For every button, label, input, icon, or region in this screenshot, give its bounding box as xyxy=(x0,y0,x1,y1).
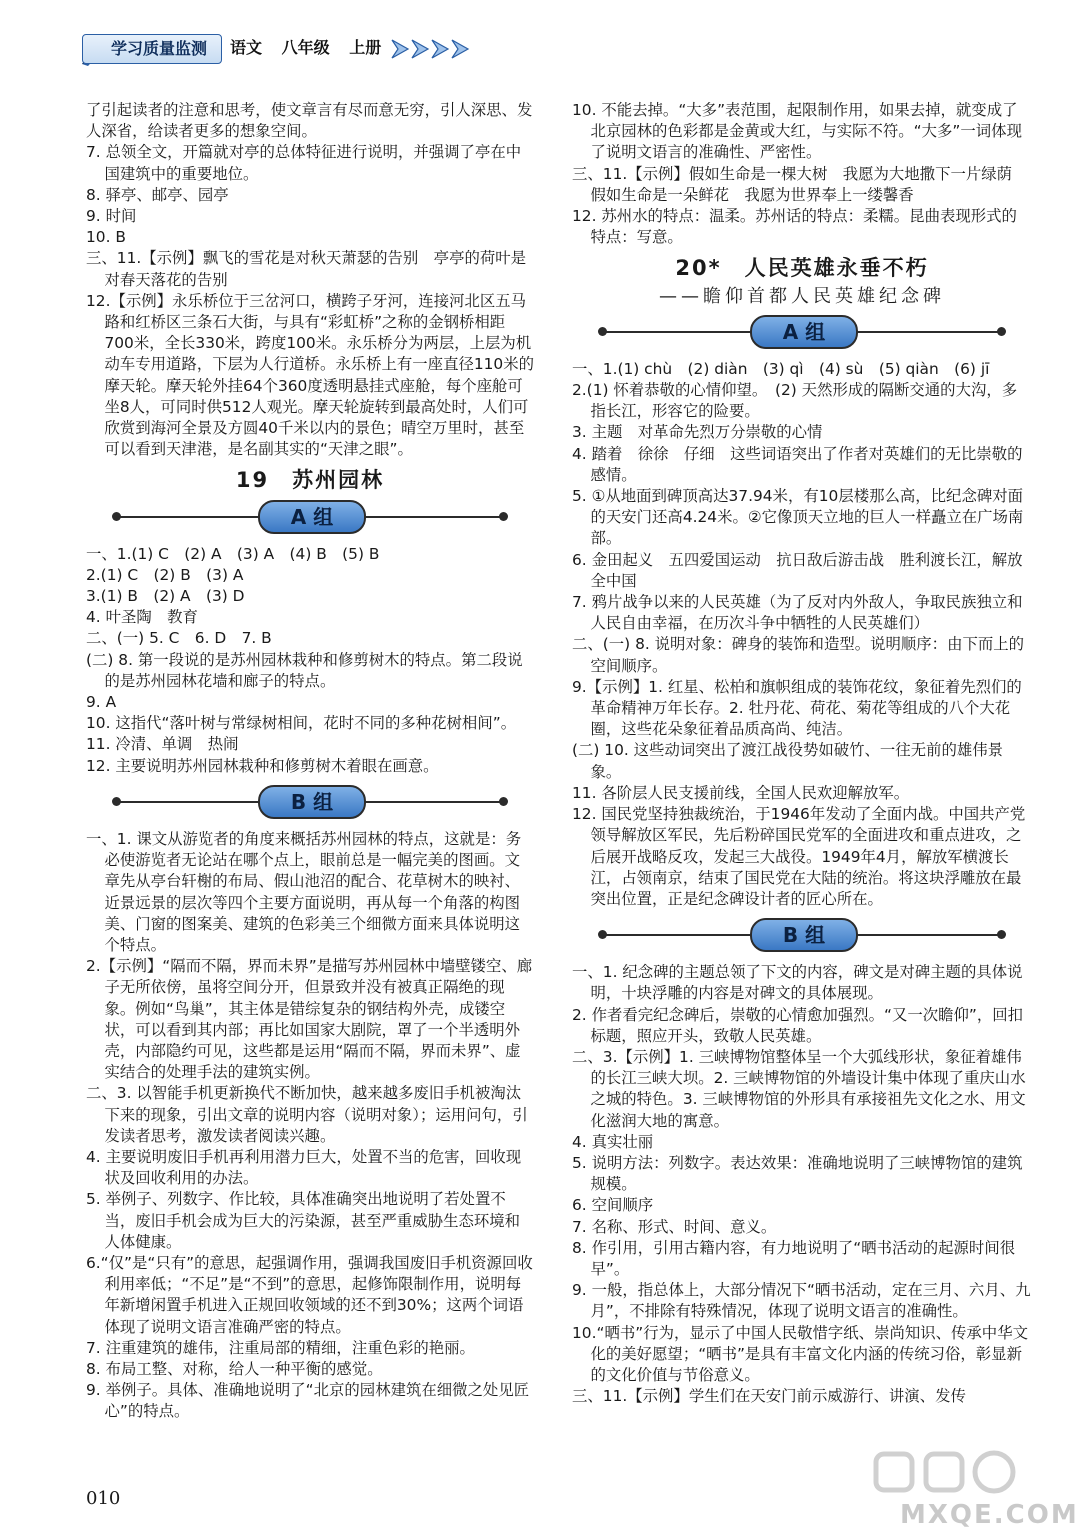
answer-line: 9. 一般，指总体上，大部分情况下“晒书活动，定在三月、六月、九月”，不排除有特殊情况，体现了说明文语言的准确性。 xyxy=(572,1281,1031,1321)
group-b-answers xyxy=(572,962,1032,1407)
answer-line: 10. 这指代“落叶树与常绿树相间，花时不同的多种花树相间”。 xyxy=(86,714,517,733)
answer-line: 4. 叶圣陶 教育 xyxy=(86,608,198,627)
answer-line: 8. 驿亭、邮亭、园亭 xyxy=(86,185,229,204)
watermark-text: MXQE.COM xyxy=(900,1500,1079,1530)
answer-line: 9. A xyxy=(86,693,117,712)
answer-line: 5. ①从地面到碑顶高达37.94米，有10层楼那么高，比纪念碑对面的天安门还高4.24米。②它像顶天立地的巨人一样矗立在广场南部。 xyxy=(572,487,1024,548)
group-b-badge: B 组 xyxy=(258,785,366,819)
answer-line: 12.【示例】永乐桥位于三岔河口，横跨子牙河，连接河北区五马路和红桥区三条石大街，与具有“彩虹桥”之称的金钢桥相距700米，全长330米，跨度100米。永乐桥分为两层，上层为机动车专用道路，下层为人行道桥。永乐桥上有一座直径110米的摩天轮。摩天轮外挂64个360度透明悬挂式座舱，每个座舱可坐8人，可同时供512人观光。摩天轮旋转到最高处时，人们可欣赏到海河全景及方圆40千米以内的景色；晴空万里时，甚至可以看到天津港，是名副其实的“天津之眼”。 xyxy=(86,291,535,459)
series-badge: 学习质量监测 xyxy=(82,34,222,64)
group-b-divider xyxy=(572,916,1032,952)
answer-line: 12. 主要说明苏州园林栽种和修剪树木着眼在画意。 xyxy=(86,756,439,775)
page-header xyxy=(70,26,490,70)
answer-line: 9. 举例子。具体、准确地说明了“北京的园林建筑在细微之处见匠心”的特点。 xyxy=(86,1381,530,1421)
lesson-20-title: 20* 人民英雄永垂不朽 xyxy=(675,256,929,281)
answer-line: 12. 国民党坚持独裁统治，于1946年发动了全面内战。中国共产党领导解放区军民，先后粉碎国民党军的全面进攻和重点进攻，之后展开战略反攻，发起三大战役。1949年4月，解放军横渡长江，占领南京，结束了国民党在大陆的统治。将这块浮雕放在最突出位置，正是纪念碑设计者的匠心所在。 xyxy=(572,805,1026,908)
answer-line: (二) 8. 第一段说的是苏州园林栽种和修剪树木的特点。第二段说的是苏州园林花墙和廊子的特点。 xyxy=(86,650,523,690)
answer-line: 2.(1) 怀着恭敬的心情仰望。 (2) 天然形成的隔断交通的大沟，多指长江，形容它的险要。 xyxy=(572,381,1018,421)
group-a-divider xyxy=(86,498,534,534)
grade-label: 八年级 xyxy=(281,38,330,57)
answer-line: 9. 时间 xyxy=(86,207,137,226)
answer-line: 11. 冷清、单调 热闹 xyxy=(86,735,239,754)
answer-line: 4. 踏着 徐徐 仔细 这些词语突出了作者对英雄们的无比崇敬的感情。 xyxy=(572,444,1023,484)
answer-line: 三、11.【示例】学生们在天安门前示威游行、讲演、发传 xyxy=(572,1387,966,1406)
page-number: 010 xyxy=(86,1488,121,1509)
answer-line: 7. 名称、形式、时间、意义。 xyxy=(572,1217,777,1236)
answer-line: 二、(一) 5. C 6. D 7. B xyxy=(86,629,272,648)
answer-line: 二、(一) 8. 说明对象：碑身的装饰和造型。说明顺序：由下而上的空间顺序。 xyxy=(572,635,1025,675)
answer-line: 6. 金田起义 五四爱国运动 抗日敌后游击战 胜利渡长江，解放全中国 xyxy=(572,550,1023,590)
volume-label: 上册 xyxy=(349,38,382,57)
answer-line: 12. 苏州水的特点：温柔。苏州话的特点：柔糯。昆曲表现形式的特点：写意。 xyxy=(572,207,1017,247)
right-column xyxy=(572,100,1032,1407)
answer-line: 10. B xyxy=(86,228,126,247)
answer-line: 2.【示例】“隔而不隔，界而未界”是描写苏州园林中墙壁镂空、廊子无所依傍，虽将空间分开，但景致并没有被真正隔绝的现象。例如“鸟巢”，其主体是错综复杂的钢结构外壳，成镂空状，可以看到其内部；再比如国家大剧院，罩了一个半透明外壳，内部隐约可见，这些都是运用“隔而不隔，界而未界”、虚实结合的处理手法的建筑实例。 xyxy=(86,957,533,1082)
left-column xyxy=(86,100,534,1423)
group-a-badge: A 组 xyxy=(258,500,366,534)
answer-line: 三、11.【示例】假如生命是一棵大树 我愿为大地撒下一片绿荫 假如生命是一朵鲜花 我愿为世界奉上一缕馨香 xyxy=(572,164,1028,204)
answer-line: 6.“仅”是“只有”的意思，起强调作用，强调我国废旧手机资源回收利用率低；“不足”是“不到”的意思，起修饰限制作用，说明每年新增闲置手机进入正规回收领域的还不到30%；这两个词语体现了说明文语言准确严密的特点。 xyxy=(86,1253,533,1336)
answer-line: 8. 作引用，引用古籍内容，有力地说明了“晒书活动的起源时间很早”。 xyxy=(572,1238,1016,1278)
answer-line: 4. 真实壮丽 xyxy=(572,1132,654,1151)
group-b-answers xyxy=(86,829,534,1423)
answer-line: 三、11.【示例】飘飞的雪花是对秋天萧瑟的告别 亭亭的荷叶是对春天落花的告别 xyxy=(86,249,527,289)
answer-line: 7. 注重建筑的雄伟，注重局部的精细，注重色彩的艳丽。 xyxy=(86,1338,475,1357)
answer-line: 一、1.(1) chù (2) diàn (3) qì (4) sù (5) qiàn (6) jī xyxy=(572,359,990,378)
answer-list-top xyxy=(572,100,1032,248)
answer-line: 5. 说明方法：列数字。表达效果：准确地说明了三峡博物馆的建筑规模。 xyxy=(572,1153,1023,1194)
answer-line: 一、1. 课文从游览者的角度来概括苏州园林的特点，这就是：务必使游览者无论站在哪个点上，眼前总是一幅完美的图画。文章先从亭台轩榭的布局、假山池沼的配合、花草树木的映衬、近景远景的层次等四个主要方面说明，再从每一个角落的构图美、门窗的图案美、建筑的色彩美三个细微方面来具体说明这个特点。 xyxy=(86,829,522,954)
group-b-badge: B 组 xyxy=(750,918,858,952)
answer-line: 一、1.(1) C (2) A (3) A (4) B (5) B xyxy=(86,544,380,563)
answer-line: 8. 布局工整、对称，给人一种平衡的感觉。 xyxy=(86,1359,383,1378)
answer-line: 二、3. 以智能手机更新换代不断加快，越来越多废旧手机被淘汰下来的现象，引出文章的说明内容（说明对象）；运用问句，引发读者思考，激发读者阅读兴趣。 xyxy=(86,1084,528,1145)
answer-line: 2.(1) C (2) B (3) A xyxy=(86,565,244,584)
answer-line: 2. 作者看完纪念碑后，崇敬的心情愈加强烈。“又一次瞻仰”，回扣标题，照应开头，致敬人民英雄。 xyxy=(572,1005,1024,1045)
lesson-20-subtitle: ——瞻仰首都人民英雄纪念碑 xyxy=(659,285,945,307)
answer-line: 二、3.【示例】1. 三峡博物馆整体呈一个大弧线形状，象征着雄伟的长江三峡大坝。2. 三峡博物馆的外墙设计集中体现了重庆山水之城的特色。3. 三峡博物馆的外形具有承接祖先文化之水、用文化滋润大地的寓意。 xyxy=(572,1047,1026,1130)
chevron-arrows-icon xyxy=(388,36,498,62)
lesson-19-title: 19 苏州园林 xyxy=(235,468,385,493)
answer-line: 6. 空间顺序 xyxy=(572,1196,654,1215)
answer-line: 10. 不能去掉。“大多”表范围，起限制作用，如果去掉，就变成了北京园林的色彩都是金黄或大红，与实际不符。“大多”一词体现了说明文语言的准确性、严密性。 xyxy=(572,101,1022,162)
answer-line: 9.【示例】1. 红星、松柏和旗帜组成的装饰花纹，象征着先烈们的革命精神万年长存。2. 牡丹花、荷花、菊花等组成的八个大花圈，这些花朵象征着品质高尚、纯洁。 xyxy=(572,677,1022,739)
answer-line: 7. 鸦片战争以来的人民英雄（为了反对内外敌人，争取民族独立和人民自由幸福，在历次斗争中牺牲的人民英雄们） xyxy=(572,593,1023,633)
answer-line: 一、1. 纪念碑的主题总领了下文的内容，碑文是对碑主题的具体说明，十块浮雕的内容是对碑文的具体展现。 xyxy=(572,963,1023,1003)
answer-list-top xyxy=(86,142,534,460)
answer-line: 7. 总领全文，开篇就对亭的总体特征进行说明，并强调了亭在中国建筑中的重要地位。 xyxy=(86,143,522,183)
answer-line: 了引起读者的注意和思考，使文章言有尽而意无穷，引人深思、发人深省，给读者更多的想象空间。 xyxy=(86,101,533,141)
group-a-answers xyxy=(86,544,534,777)
header-subject-line xyxy=(230,34,395,62)
answer-line: 3. 主题 对革命先烈万分崇敬的心情 xyxy=(572,423,823,442)
group-b-divider xyxy=(86,783,534,819)
group-a-divider xyxy=(572,313,1032,349)
subject-label: 语文 xyxy=(230,38,263,57)
answer-line: (二) 10. 这些动词突出了渡江战役势如破竹、一往无前的雄伟景象。 xyxy=(572,741,1004,781)
answer-line: 3.(1) B (2) A (3) D xyxy=(86,587,245,606)
answer-line: 11. 各阶层人民支援前线，全国人民欢迎解放军。 xyxy=(572,783,910,802)
answer-line: 10.“晒书”行为，显示了中国人民敬惜字纸、崇尚知识、传承中华文化的美好愿望；“晒书”是具有丰富文化内涵的传统习俗，彰显新的文化价值与节俗意义。 xyxy=(572,1323,1028,1384)
group-a-badge: A 组 xyxy=(750,315,858,349)
answer-line: 4. 主要说明废旧手机再利用潜力巨大，处置不当的危害，回收现状及回收利用的办法。 xyxy=(86,1147,522,1188)
group-a-answers xyxy=(572,359,1032,910)
answer-line: 5. 举例子、列数字、作比较，具体准确突出地说明了若处置不当，废旧手机会成为巨大的污染源，甚至严重威胁生态环境和人体健康。 xyxy=(86,1190,521,1251)
